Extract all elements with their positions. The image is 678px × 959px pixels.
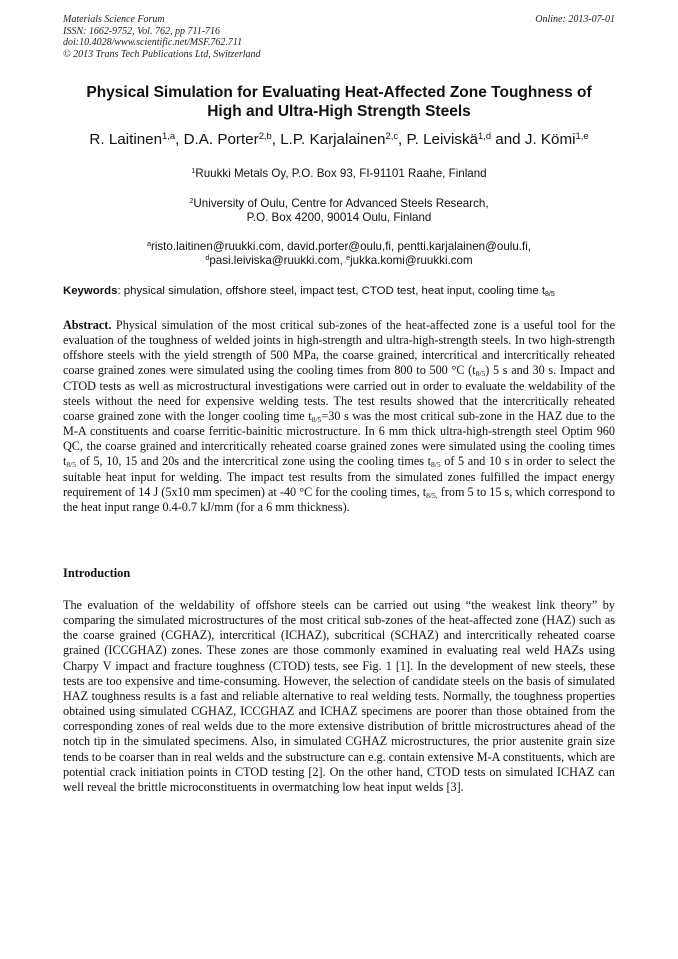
abstract-subscript: 8/5 <box>431 460 441 470</box>
author-superscript: 1,e <box>575 129 589 141</box>
introduction-heading: Introduction <box>63 566 131 580</box>
author-list <box>40 130 638 150</box>
email-superscript: d <box>205 253 210 263</box>
paper-title <box>63 84 615 121</box>
affiliation-text: Ruukki Metals Oy, P.O. Box 93, FI-91101 Raahe, Finland <box>195 167 487 180</box>
abstract-subscript: 8/5 <box>475 369 486 379</box>
doi: doi:10.4028/www.scientific.net/MSF.762.711 <box>63 37 243 48</box>
author-separator: , <box>398 131 407 148</box>
title-line-1: Physical Simulation for Evaluating Heat-Affected Zone Toughness of <box>86 84 592 101</box>
abstract-text: ) 5 s and 30 s. Impact and CTOD tests as well as microstructural investigations were carried out in order to evaluate the weldability of the steels without the need for expensive welding tests. The test results showed that the intercritically reheated coarse grained zone with the longer cooling time t <box>63 363 615 423</box>
abstract-label: Abstract. <box>63 318 112 332</box>
copyright: © 2013 Trans Tech Publications Ltd, Switzerland <box>63 48 261 60</box>
author-name: P. Leiviskä <box>406 131 478 148</box>
author-superscript: 1,a <box>162 129 176 141</box>
keywords-subscript: 8/5 <box>545 290 555 298</box>
keywords <box>63 284 623 298</box>
author-superscript: 1,d <box>477 129 492 141</box>
author-superscript: 2,c <box>385 129 399 141</box>
affiliation-text: University of Oulu, Centre for Advanced Steels Research, <box>193 197 489 210</box>
email-line-1: risto.laitinen@ruukki.com, david.porter@oulu,fi, pentti.karjalainen@oulu.fi, <box>150 240 532 253</box>
online-date: Online: 2013-07-01 <box>535 14 615 25</box>
affiliation-superscript: 2 <box>189 196 194 206</box>
affiliation-2 <box>63 197 615 225</box>
email-block <box>63 240 615 268</box>
abstract-text: of 5, 10, 15 and 20s and the intercritical zone using the cooling times t <box>76 454 431 469</box>
journal-name: Materials Science Forum <box>63 14 165 25</box>
author-name: L.P. Karjalainen <box>280 131 386 148</box>
author-superscript: 2,b <box>258 129 272 141</box>
affiliation-superscript: 1 <box>191 166 196 176</box>
author-separator: , <box>271 131 281 148</box>
abstract-text: of 5 and 10 s in order to select the suitable heat input for welding. The impact test results from the simulated zones fulfilled the impact energy requirement of 14 J (5x10 mm specimen) at -40 °C for the cooling times, t <box>63 454 615 499</box>
issn: ISSN: 1662-9752, Vol. 762, pp 711-716 <box>63 25 221 37</box>
journal-header <box>63 14 615 60</box>
abstract-subscript: 8/5 <box>66 460 77 470</box>
affiliation-address: P.O. Box 4200, 90014 Oulu, Finland <box>246 211 432 224</box>
email-superscript: e <box>346 253 351 263</box>
author-name: R. Laitinen <box>89 131 163 148</box>
abstract <box>63 318 615 515</box>
introduction-paragraph: The evaluation of the weldability of offshore steels can be carried out using “the weakest link theory” by comparing the simulated microstructures of the most critical sub-zones of the heat-affected zone (HAZ) such as the coarse grained (CGHAZ), intercritical (ICHAZ), subcritical (SCHAZ) and intercritically reheated coarse grained (ICCGHAZ) zones. These zones are those commonly examined in evaluating real weld HAZs using Charpy V impact and fracture toughness (CTOD) tests, see Fig. 1 [1]. In the development of new steels, these tests are too expensive and time-consuming. However, the selection of candidate steels on the basis of simulated HAZ toughness results is a fast and reliable alternative to real welding tests. Normally, the toughness properties obtained using simulated CGHAZ, ICCGHAZ and ICHAZ specimens are poorer than those obtained from the corresponding zones of real welds due to the more extensive distribution of brittle microstructures ahead of the notch tip in the simulated specimens. Also, in simulated CGHAZ microstructures, the prior austenite grain size tends to be coarser than in real welds and the substructure can e.g. contain extensive M-A constituents, which are potential crack initiation points in CTOD testing [2]. On the other hand, CTOD tests on simulated ICHAZ can well reveal the brittle microconstituents in overmatching low heat input welds [3]. <box>63 598 615 794</box>
author-separator: and <box>491 131 525 148</box>
author-separator: , <box>175 131 184 148</box>
email-leiviska: pasi.leiviska@ruukki.com, <box>209 254 347 267</box>
author-name: D.A. Porter <box>183 131 259 148</box>
abstract-subscript: 8/5 <box>311 414 322 424</box>
affiliation-1 <box>63 167 615 181</box>
title-line-2: High and Ultra-High Strength Steels <box>207 102 471 120</box>
email-komi: jukka.komi@ruukki.com <box>350 254 473 267</box>
abstract-text: =30 s was the most critical sub-zone in the HAZ due to the M-A constituents and coarse ferritic-bainitic microstructure. In 6 mm thick ultra-high-strength steel Optim 960 QC, the coarse grained and intercritically reheated coarse grained zones were simulated using the cooling times t <box>63 408 615 469</box>
keywords-text: : physical simulation, offshore steel, impact test, CTOD test, heat input, cooling time t <box>117 285 546 297</box>
email-superscript: a <box>146 239 151 249</box>
abstract-text: from 5 to 15 s, which correspond to the heat input range 0.4-0.7 kJ/mm (for a 6 mm thickness). <box>63 484 615 514</box>
abstract-text: Physical simulation of the most critical sub-zones of the heat-affected zone is a useful tool for the evaluation of the toughness of welded joints in high-strength and ultra-high-strength steels. In two high-strength offshore steels with the yield strength of 500 MPa, the coarse grained, intercritical and intercritically reheated coarse grained zones were simulated using the cooling times from 800 to 500 °C (t <box>63 318 615 378</box>
keywords-label: Keywords <box>63 285 118 297</box>
author-name: J. Kömi <box>524 131 576 148</box>
abstract-subscript: 8/5, <box>426 490 438 500</box>
